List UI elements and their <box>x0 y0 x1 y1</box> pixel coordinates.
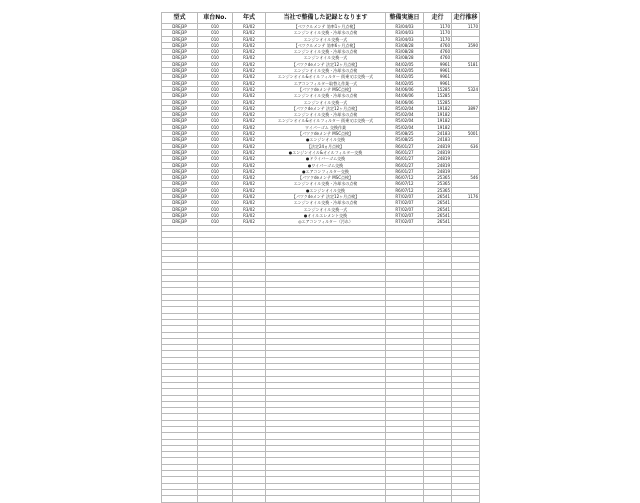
cell-service-date: R6/01/27 <box>386 149 424 155</box>
cell-mileage-change: 636 <box>452 143 480 149</box>
cell-year: R3/02 <box>233 131 266 137</box>
cell-service-date: R3/08/28 <box>386 42 424 48</box>
cell-model: DREJ3P <box>162 105 198 111</box>
cell-year: R3/02 <box>233 118 266 124</box>
cell-year: R3/02 <box>233 42 266 48</box>
cell-service-date: R7/02/07 <box>386 219 424 225</box>
cell-chassis-no: 010 <box>198 36 233 42</box>
cell-mileage: 24819 <box>424 156 452 162</box>
cell-service-date: R3/08/28 <box>386 55 424 61</box>
cell-service-date: R4/02/05 <box>386 80 424 86</box>
cell-model: DREJ3P <box>162 42 198 48</box>
cell-record: 【法定24ヵ月点検】 <box>266 143 386 149</box>
cell-service-date: R3/08/28 <box>386 49 424 55</box>
cell-service-date: R5/02/04 <box>386 124 424 130</box>
cell-model: DREJ3P <box>162 124 198 130</box>
cell-chassis-no: 010 <box>198 42 233 48</box>
empty-cell <box>198 496 233 502</box>
cell-mileage-change: 5001 <box>452 131 480 137</box>
cell-mileage-change: 546 <box>452 175 480 181</box>
cell-model: DREJ3P <box>162 55 198 61</box>
cell-service-date: R7/02/07 <box>386 212 424 218</box>
cell-chassis-no: 010 <box>198 175 233 181</box>
header-chassis-no: 車台No. <box>198 13 233 24</box>
cell-mileage-change: 1170 <box>452 24 480 30</box>
cell-chassis-no: 010 <box>198 68 233 74</box>
cell-mileage: 19182 <box>424 124 452 130</box>
cell-chassis-no: 010 <box>198 181 233 187</box>
cell-year: R3/02 <box>233 24 266 30</box>
cell-model: DREJ3P <box>162 49 198 55</box>
cell-mileage-change: 5324 <box>452 86 480 92</box>
cell-mileage: 4760 <box>424 49 452 55</box>
cell-year: R3/02 <box>233 74 266 80</box>
cell-record: 【パツクdeメンテ MSC点検】 <box>266 175 386 181</box>
cell-year: R3/02 <box>233 175 266 181</box>
cell-mileage: 25365 <box>424 181 452 187</box>
cell-mileage: 24819 <box>424 162 452 168</box>
cell-year: R3/02 <box>233 149 266 155</box>
cell-model: DREJ3P <box>162 118 198 124</box>
cell-chassis-no: 010 <box>198 131 233 137</box>
empty-cell <box>386 496 424 502</box>
cell-mileage: 26541 <box>424 219 452 225</box>
empty-cell <box>266 496 386 502</box>
cell-record: エンジンオイル交換・冷却水の点検 <box>266 200 386 206</box>
cell-record: ●エンジンオイル&オイルフィルター交換 <box>266 149 386 155</box>
cell-record: ●エアコンフィルター交換 <box>266 168 386 174</box>
cell-mileage-change: 1176 <box>452 194 480 200</box>
cell-model: DREJ3P <box>162 24 198 30</box>
cell-record: エンジンオイル交換・冷却水の点検 <box>266 49 386 55</box>
cell-service-date: R3/04/03 <box>386 24 424 30</box>
cell-mileage: 24183 <box>424 137 452 143</box>
cell-service-date: R5/02/04 <box>386 118 424 124</box>
cell-mileage: 9961 <box>424 80 452 86</box>
cell-model: DREJ3P <box>162 93 198 99</box>
cell-model: DREJ3P <box>162 181 198 187</box>
cell-mileage: 4760 <box>424 42 452 48</box>
header-mileage: 走行 <box>424 13 452 24</box>
cell-year: R3/02 <box>233 55 266 61</box>
cell-mileage: 24819 <box>424 149 452 155</box>
cell-year: R3/02 <box>233 219 266 225</box>
cell-record: ワイパーゴム 交換作業 <box>266 124 386 130</box>
cell-mileage: 24183 <box>424 131 452 137</box>
empty-cell <box>424 496 452 502</box>
header-service-date: 整備実施日 <box>386 13 424 24</box>
cell-service-date: R6/07/12 <box>386 175 424 181</box>
cell-mileage: 15285 <box>424 86 452 92</box>
cell-year: R3/02 <box>233 200 266 206</box>
cell-model: DREJ3P <box>162 68 198 74</box>
empty-cell <box>452 496 480 502</box>
cell-service-date: R6/07/12 <box>386 187 424 193</box>
cell-mileage: 25365 <box>424 175 452 181</box>
header-model: 型式 <box>162 13 198 24</box>
cell-service-date: R5/08/25 <box>386 137 424 143</box>
cell-chassis-no: 010 <box>198 137 233 143</box>
cell-model: DREJ3P <box>162 143 198 149</box>
cell-record: エンジンオイル交換・冷却水の点検 <box>266 30 386 36</box>
cell-service-date: R6/01/27 <box>386 162 424 168</box>
cell-model: DREJ3P <box>162 162 198 168</box>
cell-service-date: R3/04/03 <box>386 30 424 36</box>
cell-model: DREJ3P <box>162 80 198 86</box>
cell-mileage: 1170 <box>424 36 452 42</box>
cell-mileage-change: 5181 <box>452 61 480 67</box>
cell-record: エンジンオイル交換一式 <box>266 36 386 42</box>
cell-mileage-change: 3897 <box>452 105 480 111</box>
empty-cell <box>233 496 266 502</box>
cell-service-date: R5/08/25 <box>386 131 424 137</box>
cell-record: 【パツクdeメンテ 法定12ヶ月点検】 <box>266 61 386 67</box>
cell-model: DREJ3P <box>162 112 198 118</box>
cell-service-date: R4/06/06 <box>386 86 424 92</box>
cell-model: DREJ3P <box>162 156 198 162</box>
header-record: 当社で整備した記録となります <box>266 13 386 24</box>
cell-record: 【パツクdeメンテ MSC点検】 <box>266 86 386 92</box>
cell-mileage: 19182 <box>424 118 452 124</box>
cell-record: エンジンオイル交換一式 <box>266 206 386 212</box>
cell-mileage: 26541 <box>424 212 452 218</box>
cell-model: DREJ3P <box>162 131 198 137</box>
cell-chassis-no: 010 <box>198 149 233 155</box>
cell-model: DREJ3P <box>162 187 198 193</box>
cell-mileage: 4760 <box>424 55 452 61</box>
cell-year: R3/02 <box>233 181 266 187</box>
cell-year: R3/02 <box>233 124 266 130</box>
cell-chassis-no: 010 <box>198 112 233 118</box>
cell-mileage: 9961 <box>424 68 452 74</box>
cell-model: DREJ3P <box>162 61 198 67</box>
cell-service-date: R6/01/27 <box>386 168 424 174</box>
cell-chassis-no: 010 <box>198 105 233 111</box>
cell-record: エンジンオイル交換一式 <box>266 55 386 61</box>
cell-service-date: R7/02/07 <box>386 200 424 206</box>
cell-chassis-no: 010 <box>198 212 233 218</box>
cell-year: R3/02 <box>233 156 266 162</box>
cell-record: エンジンオイル&オイルフィルター 街乗又は交換一式 <box>266 74 386 80</box>
cell-year: R3/02 <box>233 206 266 212</box>
cell-chassis-no: 010 <box>198 30 233 36</box>
cell-record: ●エンジンオイル交換 <box>266 187 386 193</box>
cell-record: ●ワイパーゴム交換 <box>266 162 386 168</box>
header-year: 年式 <box>233 13 266 24</box>
cell-model: DREJ3P <box>162 149 198 155</box>
cell-year: R3/02 <box>233 99 266 105</box>
cell-record: 【パツクdeメンテ MSC点検】 <box>266 131 386 137</box>
cell-year: R3/02 <box>233 143 266 149</box>
empty-cell <box>162 496 198 502</box>
cell-record: エンジンオイル交換・冷却水の点検 <box>266 181 386 187</box>
cell-chassis-no: 010 <box>198 74 233 80</box>
cell-year: R3/02 <box>233 105 266 111</box>
cell-service-date: R4/02/05 <box>386 68 424 74</box>
cell-service-date: R6/01/27 <box>386 143 424 149</box>
cell-chassis-no: 010 <box>198 156 233 162</box>
cell-chassis-no: 010 <box>198 162 233 168</box>
cell-service-date: R4/06/06 <box>386 93 424 99</box>
header-row <box>162 13 480 24</box>
cell-service-date: R6/07/12 <box>386 181 424 187</box>
header-mileage-change: 走行推移 <box>452 13 480 24</box>
maintenance-table <box>161 12 480 503</box>
cell-chassis-no: 010 <box>198 49 233 55</box>
cell-chassis-no: 010 <box>198 168 233 174</box>
cell-model: DREJ3P <box>162 219 198 225</box>
cell-model: DREJ3P <box>162 36 198 42</box>
cell-chassis-no: 010 <box>198 200 233 206</box>
cell-record: 【ベツクルメンテ 効率1ヶ月点検】 <box>266 24 386 30</box>
cell-mileage: 24819 <box>424 168 452 174</box>
cell-mileage: 26541 <box>424 206 452 212</box>
cell-mileage: 26541 <box>424 194 452 200</box>
cell-chassis-no: 010 <box>198 80 233 86</box>
cell-year: R3/02 <box>233 86 266 92</box>
cell-record: 【パツクdeメンテ 法定12ヶ月点検】 <box>266 194 386 200</box>
cell-record: ◎エアコンフィルター（汚れ） <box>266 219 386 225</box>
cell-year: R3/02 <box>233 36 266 42</box>
cell-record: ●エンジンオイル交換 <box>266 137 386 143</box>
cell-record: エアコンフィルター取替え作業一式 <box>266 80 386 86</box>
cell-year: R3/02 <box>233 30 266 36</box>
cell-chassis-no: 010 <box>198 24 233 30</box>
cell-year: R3/02 <box>233 112 266 118</box>
cell-mileage: 9961 <box>424 61 452 67</box>
cell-year: R3/02 <box>233 137 266 143</box>
cell-service-date: R7/02/07 <box>386 206 424 212</box>
cell-mileage: 19182 <box>424 105 452 111</box>
cell-model: DREJ3P <box>162 206 198 212</box>
cell-chassis-no: 010 <box>198 187 233 193</box>
cell-service-date: R4/06/06 <box>386 99 424 105</box>
cell-chassis-no: 010 <box>198 86 233 92</box>
maintenance-record-sheet <box>161 12 479 503</box>
cell-model: DREJ3P <box>162 168 198 174</box>
cell-chassis-no: 010 <box>198 61 233 67</box>
cell-record: ●オイルエレメント交換 <box>266 212 386 218</box>
cell-chassis-no: 010 <box>198 99 233 105</box>
cell-chassis-no: 010 <box>198 93 233 99</box>
cell-record: エンジンオイル交換・冷却水の点検 <box>266 93 386 99</box>
cell-model: DREJ3P <box>162 137 198 143</box>
cell-service-date: R6/01/27 <box>386 156 424 162</box>
cell-mileage: 15285 <box>424 99 452 105</box>
cell-mileage: 26541 <box>424 200 452 206</box>
cell-record: エンジンオイル交換一式 <box>266 99 386 105</box>
cell-year: R3/02 <box>233 80 266 86</box>
cell-year: R3/02 <box>233 61 266 67</box>
cell-mileage: 1170 <box>424 30 452 36</box>
cell-service-date: R5/02/04 <box>386 112 424 118</box>
cell-model: DREJ3P <box>162 99 198 105</box>
cell-record: エンジンオイル交換・冷却水の点検 <box>266 68 386 74</box>
cell-record: エンジンオイル&オイルフィルター 街乗又は交換一式 <box>266 118 386 124</box>
empty-row <box>162 496 480 502</box>
cell-record: エンジンオイル交換・冷却水の点検 <box>266 112 386 118</box>
cell-mileage: 9961 <box>424 74 452 80</box>
cell-service-date: R4/02/05 <box>386 74 424 80</box>
cell-record: ●ドライバーゴム交換 <box>266 156 386 162</box>
cell-model: DREJ3P <box>162 212 198 218</box>
cell-mileage-change: 3590 <box>452 42 480 48</box>
cell-year: R3/02 <box>233 194 266 200</box>
cell-year: R3/02 <box>233 68 266 74</box>
cell-chassis-no: 010 <box>198 118 233 124</box>
cell-year: R3/02 <box>233 162 266 168</box>
cell-model: DREJ3P <box>162 200 198 206</box>
cell-chassis-no: 010 <box>198 194 233 200</box>
cell-mileage: 25365 <box>424 187 452 193</box>
cell-service-date: R5/02/04 <box>386 105 424 111</box>
cell-chassis-no: 010 <box>198 206 233 212</box>
cell-model: DREJ3P <box>162 86 198 92</box>
cell-model: DREJ3P <box>162 30 198 36</box>
cell-chassis-no: 010 <box>198 124 233 130</box>
cell-chassis-no: 010 <box>198 55 233 61</box>
cell-model: DREJ3P <box>162 194 198 200</box>
cell-year: R3/02 <box>233 212 266 218</box>
cell-mileage: 1170 <box>424 24 452 30</box>
cell-service-date: R3/04/03 <box>386 36 424 42</box>
cell-service-date: R7/02/07 <box>386 194 424 200</box>
cell-service-date: R4/02/05 <box>386 61 424 67</box>
cell-year: R3/02 <box>233 187 266 193</box>
cell-mileage: 24819 <box>424 143 452 149</box>
cell-chassis-no: 010 <box>198 143 233 149</box>
cell-model: DREJ3P <box>162 175 198 181</box>
cell-year: R3/02 <box>233 49 266 55</box>
cell-year: R3/02 <box>233 93 266 99</box>
cell-mileage: 15285 <box>424 93 452 99</box>
cell-mileage: 19182 <box>424 112 452 118</box>
cell-chassis-no: 010 <box>198 219 233 225</box>
cell-model: DREJ3P <box>162 74 198 80</box>
cell-record: 【パツクdeメンテ 法定12ヶ月点検】 <box>266 105 386 111</box>
cell-year: R3/02 <box>233 168 266 174</box>
cell-record: 【ベツクルメンテ 効率6ヶ月点検】 <box>266 42 386 48</box>
